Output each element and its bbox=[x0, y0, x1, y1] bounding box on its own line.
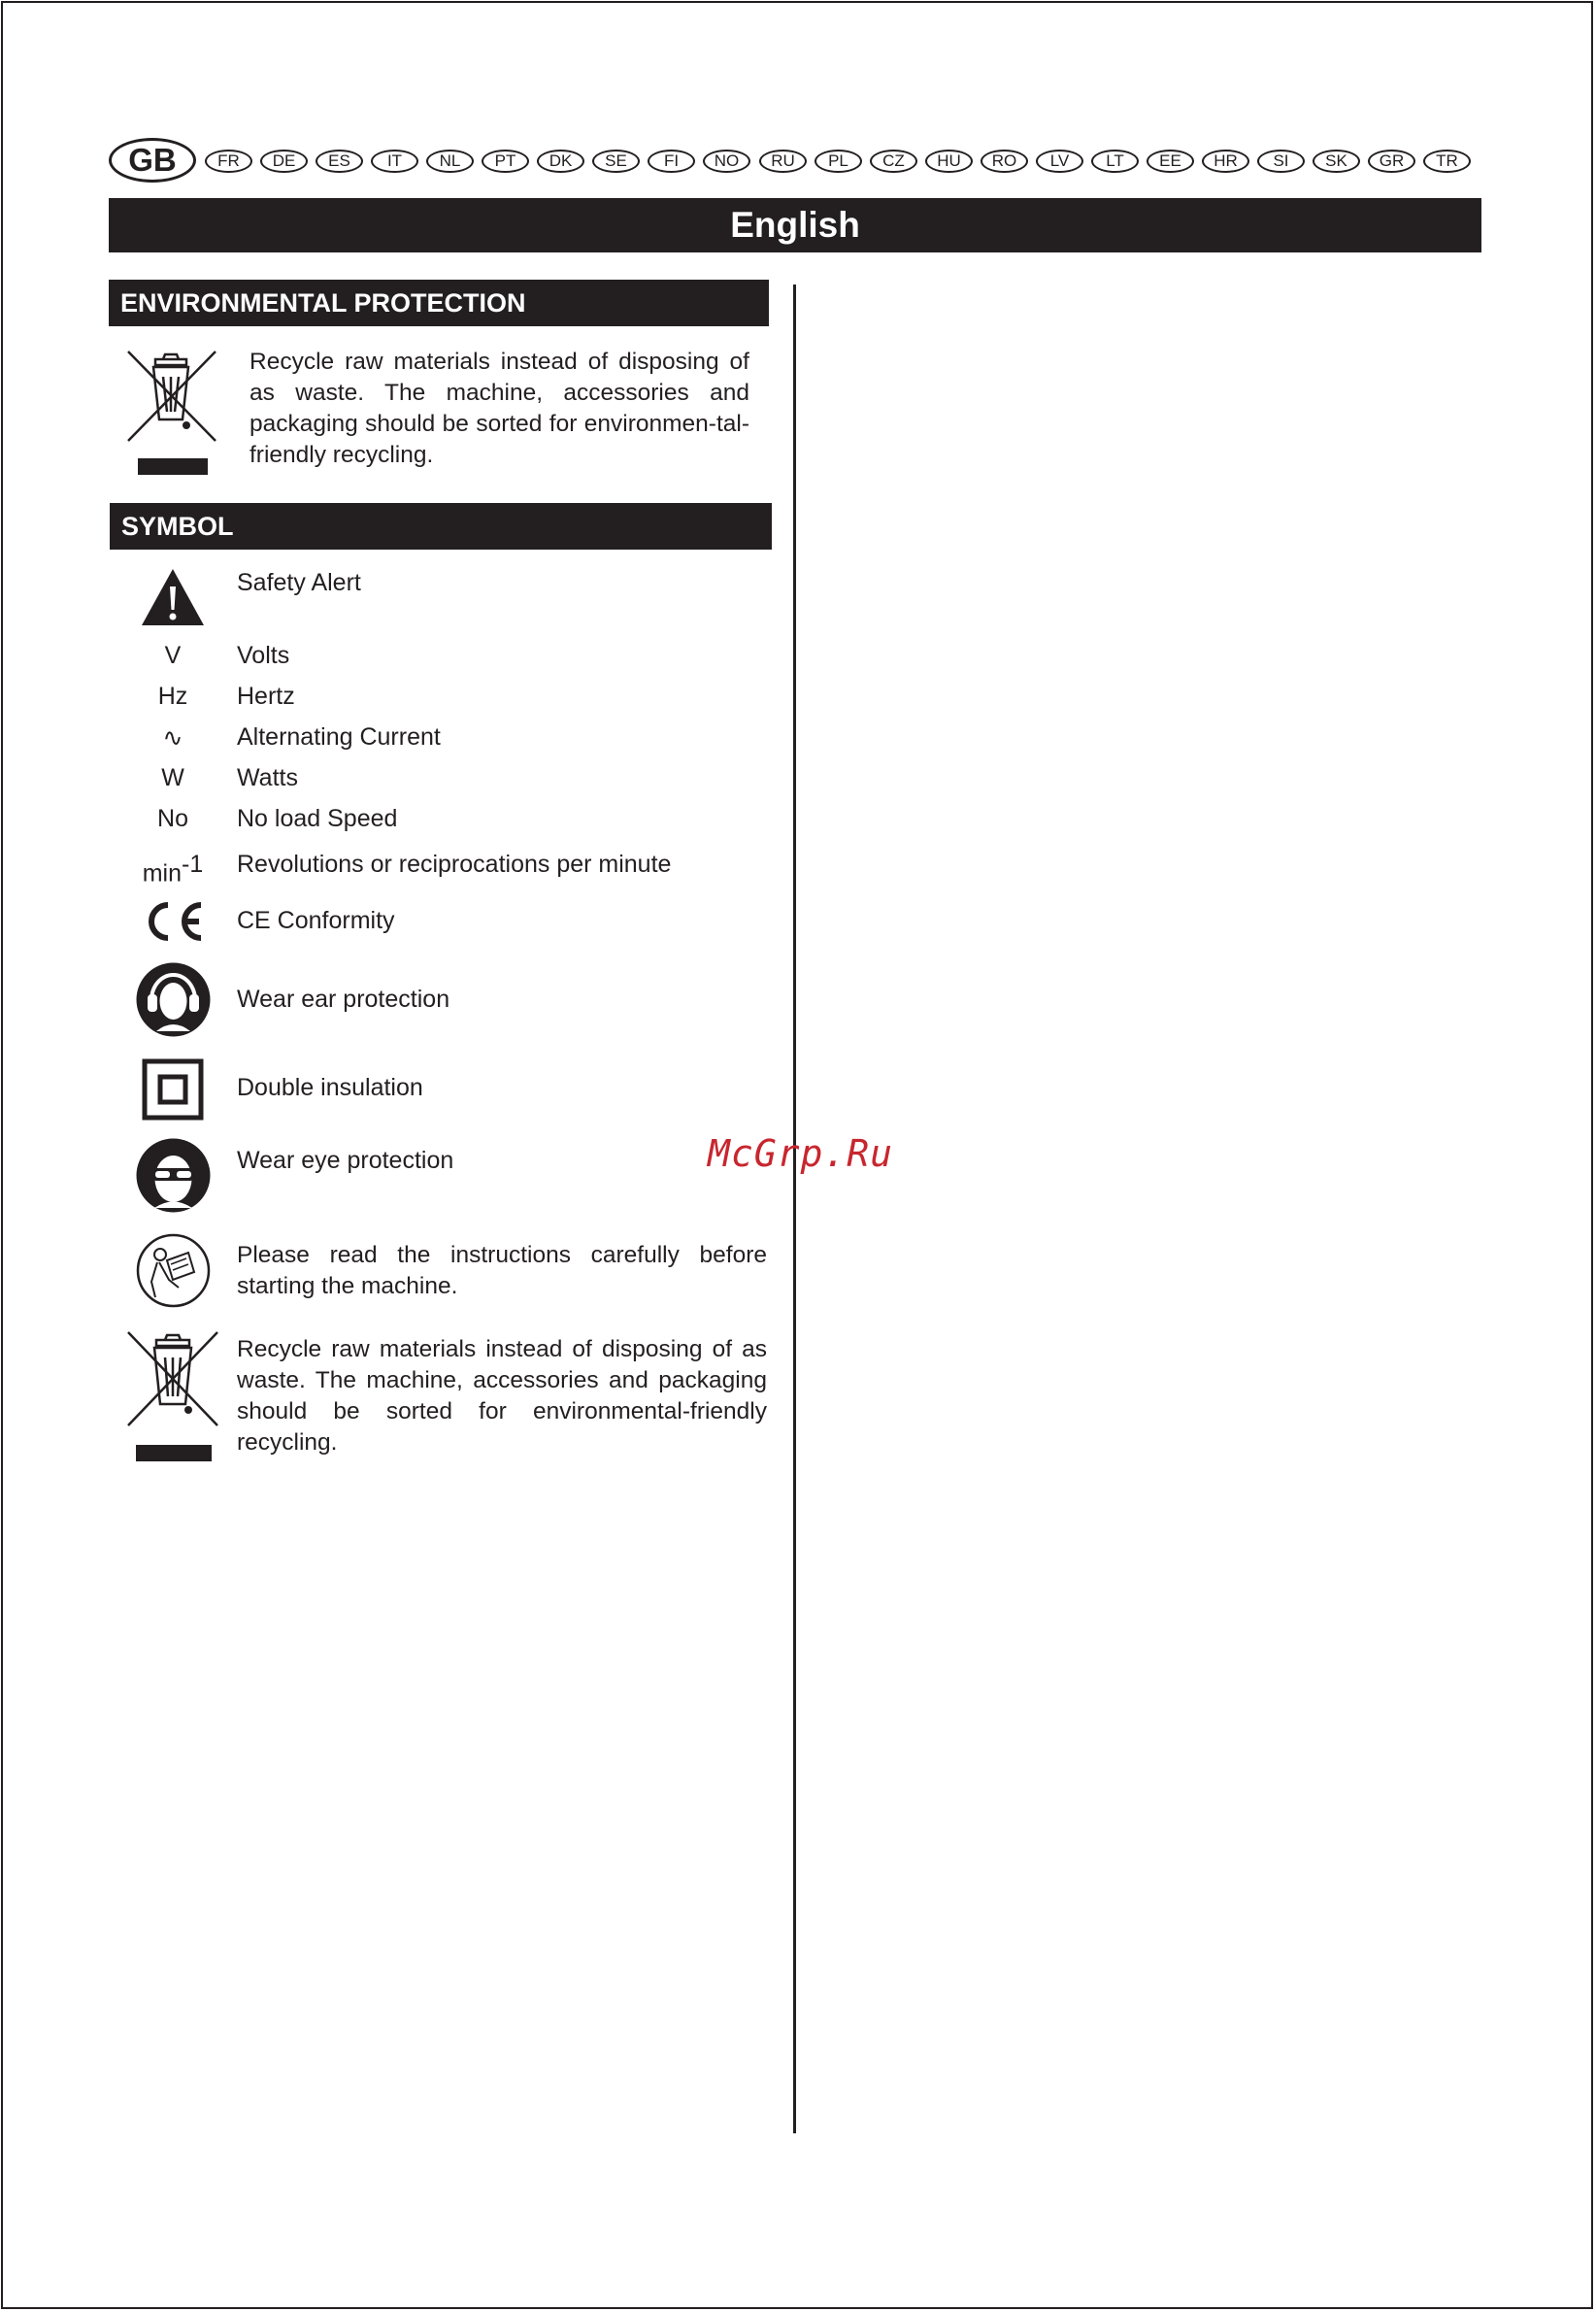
eye-protection-icon bbox=[135, 1137, 212, 1214]
watermark: McGrp.Ru bbox=[708, 1132, 894, 1175]
language-no[interactable]: NO bbox=[703, 150, 750, 173]
alternating-current-icon: ∿ bbox=[162, 724, 183, 752]
language-es[interactable]: ES bbox=[316, 150, 363, 173]
min-symbol bbox=[126, 851, 219, 888]
symbol-abbr: V bbox=[164, 642, 182, 669]
language-fr[interactable]: FR bbox=[205, 150, 252, 173]
read-manual-icon bbox=[136, 1233, 211, 1308]
symbol-row-alternating-current bbox=[0, 723, 796, 762]
ear-protection-label: Wear ear protection bbox=[237, 986, 450, 1013]
language-hu[interactable]: HU bbox=[925, 150, 973, 173]
min-superscript: -1 bbox=[182, 851, 204, 878]
language-ru[interactable]: RU bbox=[759, 150, 807, 173]
language-tr[interactable]: TR bbox=[1423, 150, 1471, 173]
symbol-heading: SYMBOL bbox=[110, 503, 772, 550]
language-lt[interactable]: LT bbox=[1091, 150, 1139, 173]
safety-alert-label: Safety Alert bbox=[237, 569, 361, 596]
symbol-row-no-load-speed bbox=[0, 805, 796, 844]
double-insulation-icon bbox=[142, 1058, 204, 1121]
language-de[interactable]: DE bbox=[260, 150, 308, 173]
language-dk[interactable]: DK bbox=[537, 150, 584, 173]
language-pl[interactable]: PL bbox=[815, 150, 862, 173]
language-it[interactable]: IT bbox=[371, 150, 418, 173]
symbol-abbr: Hz bbox=[157, 683, 188, 710]
recycle-text: Recycle raw materials instead of disposing of as waste. The machine, accessories and packaging should be sorted for environmental-friendly recycling. bbox=[237, 1336, 767, 1456]
symbol-row-min bbox=[0, 847, 796, 886]
language-selector bbox=[109, 138, 1482, 186]
eye-protection-label: Wear eye protection bbox=[237, 1147, 454, 1174]
ce-conformity-label: CE Conformity bbox=[237, 907, 395, 934]
symbol-abbr: No bbox=[157, 805, 188, 832]
language-gr[interactable]: GR bbox=[1368, 150, 1415, 173]
symbol-row-volts bbox=[0, 642, 796, 681]
symbol-abbr: W bbox=[161, 764, 184, 791]
min-base: min bbox=[142, 859, 183, 888]
language-banner: English bbox=[109, 198, 1481, 252]
symbol-label: No load Speed bbox=[237, 805, 398, 832]
symbol-label: Alternating Current bbox=[237, 723, 441, 751]
crossed-bin-icon-2 bbox=[124, 1328, 221, 1466]
symbol-label: Revolutions or reciprocations per minute bbox=[237, 851, 672, 878]
environmental-protection-heading: ENVIRONMENTAL PROTECTION bbox=[109, 280, 769, 326]
language-ee[interactable]: EE bbox=[1147, 150, 1194, 173]
language-fi[interactable]: FI bbox=[648, 150, 695, 173]
ce-mark-icon bbox=[142, 899, 206, 944]
environmental-protection-text: Recycle raw materials instead of disposing of as waste. The machine, accessories and packaging should be sorted for environmen-tal-friendly recycling. bbox=[249, 349, 749, 468]
crossed-bin-icon bbox=[124, 348, 219, 480]
safety-alert-icon bbox=[140, 567, 206, 627]
language-hr[interactable]: HR bbox=[1202, 150, 1249, 173]
symbol-row-hertz bbox=[0, 683, 796, 721]
read-instructions-text: Please read the instructions carefully before starting the machine. bbox=[237, 1242, 767, 1299]
language-pt[interactable]: PT bbox=[482, 150, 529, 173]
language-lv[interactable]: LV bbox=[1036, 150, 1083, 173]
double-insulation-label: Double insulation bbox=[237, 1074, 423, 1101]
language-nl[interactable]: NL bbox=[426, 150, 474, 173]
language-ro[interactable]: RO bbox=[981, 150, 1028, 173]
symbol-label: Watts bbox=[237, 764, 298, 791]
ear-protection-icon bbox=[135, 961, 212, 1038]
language-sk[interactable]: SK bbox=[1313, 150, 1360, 173]
language-si[interactable]: SI bbox=[1257, 150, 1305, 173]
language-gb-active[interactable]: GB bbox=[109, 138, 196, 183]
symbol-row-watts bbox=[0, 764, 796, 803]
column-divider bbox=[793, 285, 796, 2133]
language-cz[interactable]: CZ bbox=[870, 150, 917, 173]
language-se[interactable]: SE bbox=[592, 150, 640, 173]
symbol-label: Hertz bbox=[237, 683, 295, 710]
symbol-label: Volts bbox=[237, 642, 290, 669]
